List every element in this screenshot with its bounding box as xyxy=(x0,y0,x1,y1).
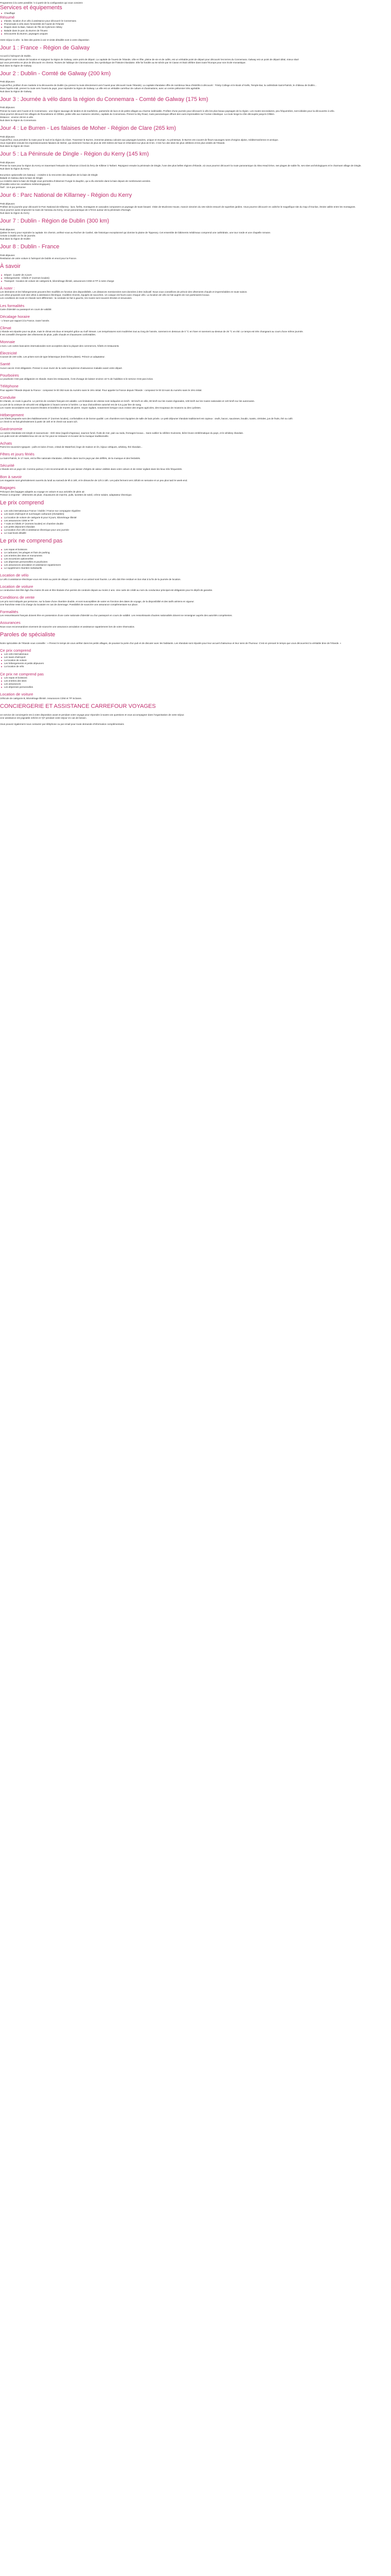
paragraph: Les hôtels proposés sont des établissements 3* (normes locales), confortables et de bonne qualité. Les chambres sont équipées de salle de bain privée. Le petit déjeuner irlandais traditionnel est copieux : œufs, bacon, saucisses, boudin, toasts, céréales, jus de fruits, thé ou café. xyxy=(0,417,294,420)
paragraph: Pour appeler l'Irlande depuis la France : composez le 00 353 suivi du numéro sans le zéro initial. Pour appeler la France depuis l'Irlande : composez le 00 33 suivi du numéro sans le zéro initial. xyxy=(0,388,202,392)
paragraph: Petit déjeuner. xyxy=(0,228,15,231)
section-heading: Jour 4 : Le Burren - Les falaises de Moher - Région de Clare (265 km) xyxy=(0,125,176,131)
paragraph: Pensez à emporter : vêtements de pluie, chaussures de marche, pulls, lunettes de soleil, crème solaire, adaptateur électrique. xyxy=(0,493,133,496)
subsection-heading: Gastronomie xyxy=(0,427,23,432)
paragraph: Petit déjeuner. xyxy=(0,106,15,109)
subsection-heading: Ce prix ne comprend pas xyxy=(0,671,44,676)
list-item: Les vols internationaux France / Dublin / France sur compagnie régulière xyxy=(0,510,391,513)
subsection-heading: Décalage horaire xyxy=(0,314,30,319)
paragraph: qui vous permettra en plus de découvrir en chemin. Ruines de l'abbaye de Clonmacnoise, lieu symbolique de l'histoire irlandaise. Elle fut fondée au 6e siècle par St Ciaran et était célèbre dans toute l'Europe pour son école monastique. xyxy=(0,61,246,64)
list-item: Promenade à vélo dans l'ensemble de l'ouest de l'Irlande xyxy=(0,23,391,26)
subsection-heading: Location de vélo xyxy=(0,573,29,578)
paragraph: (Possible selon les conditions météorologiques) xyxy=(0,182,51,185)
subsection-heading: Résumé xyxy=(0,14,15,20)
list-item: Les repas et boissons xyxy=(0,548,391,551)
subsection-heading: Sécurité xyxy=(0,463,14,468)
section-heading: Jour 3 : Journée à vélo dans la région du Connemara - Comté de Galway (175 km) xyxy=(0,96,208,103)
paragraph: Les ressortissants français doivent être en possession d'une carte nationale d'identité ou d'un passeport en cours de validité. Les ressortissants d'autres nationalités doivent se renseigner auprès des autorités compétentes. xyxy=(0,614,233,617)
list-item: Balade dans le parc du Burren de l'Ouest xyxy=(0,29,391,32)
paragraph: En Irlande, on roule à gauche. Le permis de conduire français est valable. Les limitations de vitesse sont indiquées en km/h : 50 km/h en ville, 80 km/h sur les routes régionales, 100 km/h sur les routes nationales et 120 km/h sur les autoroutes. xyxy=(0,400,255,403)
paragraph: Les routes secondaires sont souvent étroites et bordées de murets de pierre. Soyez vigilant, notamment lorsque vous croisez des engins agricoles, des troupeaux de moutons ou des cyclistes. xyxy=(0,406,201,409)
list-item: Les entrées des sites xyxy=(0,680,391,683)
paragraph: Programme à la carte possible / 4 à partir de la configuration qui vous convient xyxy=(0,2,83,4)
list-item: Les petits déjeuners irlandais xyxy=(0,526,391,529)
paragraph: L'euro. Les cartes bancaires internationales sont acceptées dans la plupart des commerces, hôtels et restaurants. xyxy=(0,344,120,347)
paragraph: Nuit dans la région de Dublin xyxy=(0,237,30,240)
list-item: Les entrées des sites et monuments xyxy=(0,554,391,557)
paragraph: L'Irlande est un pays sûr. Comme partout, il est recommandé de ne pas laisser d'objets de valeur visibles dans votre voiture et de rester vigilant dans les lieux très fréquentés. xyxy=(0,468,183,471)
paragraph: Les vélos proposés sont des vélos à assistance électrique, modèles récents, équipés de sacoches. Un casque est fourni avec chaque vélo. La location de vélo se fait auprès de nos partenaires locaux. xyxy=(0,294,210,297)
paragraph: Tarif : 15 € par personne xyxy=(0,185,26,189)
subsection-heading: Conditions de vente xyxy=(0,595,35,600)
subsection-heading: Conduite xyxy=(0,395,16,400)
paragraph: Le vélo à assistance électrique vous est remis au point de départ. Un casque et un antivol sont fournis. Le vélo doit être restitué en bon état à la fin de la journée de location. xyxy=(0,578,181,581)
paragraph: Les conditions de route en Irlande sont différentes : la conduite se fait à gauche, les routes sont souvent étroites et sinueuses. xyxy=(0,297,133,300)
list-item: Transport : location de voiture de catégorie B, kilométrage illimité, assurances CDW et TP à notre charge xyxy=(0,280,391,283)
paragraph: Petit déjeuner. xyxy=(0,161,15,164)
section-heading: Le prix ne comprend pas xyxy=(0,537,63,544)
subsection-heading: À noter : xyxy=(0,285,15,291)
subsection-heading: Monnaie xyxy=(0,340,15,345)
list-item: Les dépenses personnelles xyxy=(0,686,391,689)
subsection-heading: Achats xyxy=(0,440,12,446)
paragraph: Carte d'identité ou passeport en cours de validité. xyxy=(0,308,52,311)
subsection-heading: Climat xyxy=(0,325,11,330)
section-heading: Paroles de spécialiste xyxy=(0,631,56,638)
paragraph: Le conducteur doit être âgé d'au moins 25 ans et être titulaire d'un permis de conduire depuis au moins 2 ans. Une carte de crédit au nom du conducteur principal est obligatoire pour le dépôt de garantie. xyxy=(0,589,213,592)
paragraph: Les itinéraires et les hébergements peuvent être modifiés en fonction des disponibilités. Les distances mentionnées sont données à titre indicatif. Nous vous conseillons de prévoir des vêtements chauds et imperméables en toute saison. xyxy=(0,291,248,294)
section-heading: Le prix comprend xyxy=(0,499,44,506)
paragraph: Une franchise reste à la charge du locataire en cas de dommage. Possibilité de souscrire une assurance complémentaire sur place. xyxy=(0,603,138,606)
paragraph: Véhicule de catégorie B, kilométrage illimité. Assurances CDW et TP incluses. xyxy=(0,697,82,700)
list-item: 7 nuits en hôtels 3* (normes locales) en chambre double xyxy=(0,522,391,526)
subsection-heading: Électricité xyxy=(0,350,17,355)
list-item: Les excursions optionnelles xyxy=(0,557,391,561)
subsection-heading: Pourboires xyxy=(0,372,19,378)
subsection-heading: Location de voiture xyxy=(0,692,34,697)
paragraph: Le port de la ceinture de sécurité est obligatoire à l'avant comme à l'arrière. Le taux d'alcoolémie autorisé est de 0,5 g par litre de sang. xyxy=(0,403,142,406)
paragraph: Profitez de la journée pour découvrir le Parc National de Killarney : lacs, forêts, montagnes et cascades composent un paysage de toute beauté. Visite de Muckross House, manoir victorien du 19e siècle entouré de superbes jardins. Vous pourrez découvrir en calèche le magnifique site du Gap of Dunloe, étroite vallée entre les montagnes. xyxy=(0,205,356,208)
paragraph: La Saint-Patrick, le 17 mars, est la fête nationale irlandaise, célébrée dans tout le pays par des défilés, de la musique et des festivités. xyxy=(0,456,141,460)
paragraph: Restitution de votre voiture à l'aéroport de Dublin et envol pour la France. xyxy=(0,257,77,260)
section-heading: CONCIERGERIE ET ASSISTANCE CARREFOUR VOYAGES xyxy=(0,703,156,709)
paragraph: Nous vous recommandons vivement de souscrire une assurance annulation et assistance rapatriement lors de votre réservation. xyxy=(0,625,135,628)
paragraph: Le pourboire n'est pas obligatoire en Irlande. Dans les restaurants, il est d'usage de laisser environ 10 % de l'addition si le service n'est pas inclus. xyxy=(0,378,154,381)
subsection-heading: Bon à savoir xyxy=(0,474,22,479)
paragraph: Courant de 230 volts. Les prises sont de type britannique (trois fiches plates). Prévoir un adaptateur. xyxy=(0,355,105,359)
paragraph: - 1 heure par rapport à la France, toute l'année. xyxy=(0,319,50,322)
paragraph: Un service de conciergerie est à votre disposition avant et pendant votre voyage pour répondre à toutes vos questions et vous accompagner dans l'organisation de votre séjour. xyxy=(0,713,185,716)
list-item: La location de vélo xyxy=(0,665,391,668)
list-item: Les assurances annulation et assistance rapatriement xyxy=(0,564,391,567)
paragraph: Petit déjeuner. xyxy=(0,202,15,205)
paragraph: Arrivée à Dublin en fin de journée. xyxy=(0,234,36,237)
subsection-heading: Hébergement xyxy=(0,412,24,417)
subsection-heading: Ce prix comprend xyxy=(0,648,31,653)
paragraph: Vous pourrez découvrir les villages de Roundstone et Clifden, petite ville aux maisons colorées, capitale du Connemara. Prenez la Sky Road, route panoramique offrant des vues imprenables sur l'océan Atlantique. La route longe la côte découpée jusqu'à Clifden. xyxy=(0,112,275,115)
section-heading: Jour 8 : Dublin - France xyxy=(0,244,59,250)
paragraph: Récupérez votre voiture de location et rejoignez la région de Galway, votre point de départ. La capitale de l'ouest de l'Irlande, ville en fête, pleine de vie et de cafés, est un véritable point de départ pour découvrir les terres du Connemara. Galway est un point de départ idéal, mieux situé xyxy=(0,58,299,61)
paragraph: Il est conseillé d'emporter des vêtements de pluie, pulls chauds et chaussures confortables. xyxy=(0,333,96,336)
paragraph: Vous rejoindrez ensuite les impressionnantes falaises de Moher, qui dominent l'océan de plus de 200 mètres de haut et s'étendent sur plus de 8 km. C'est l'un des sites les plus célèbres et les plus visités de l'Irlande. xyxy=(0,141,225,144)
paragraph: Dans l'après-midi, prenez la route vers l'ouest du pays, pour rejoindre la région de Galway. La ville est un véritable carrefour de culture et d'animations, avec un centre piétonnier très agréable. xyxy=(0,87,201,90)
paragraph: Aujourd'hui, profitez d'une matinée à la découverte de Dublin (ou prenez la route directement vers l'ouest pour découvrir toute l'Irlande). La capitale irlandaise offre de nombreux lieux d'intérêts à découvrir : Trinity College et le Book of Kells, Temple Bar, la cathédrale Saint-Patrick, le château de Dublin... xyxy=(0,83,317,87)
paragraph: Votre séjour à vélo : la liste des points à voir et visite détaillés sont à votre disposition xyxy=(0,38,89,41)
section-heading: Jour 2 : Dublin - Comté de Galway (200 km) xyxy=(0,70,111,77)
list-item: Les repas et boissons xyxy=(0,676,391,680)
section-heading: Jour 1 : France - Région de Galway xyxy=(0,44,90,51)
section-heading: Jour 6 : Parc National de Killarney - Région du Kerry xyxy=(0,192,132,199)
list-item: Les dépenses personnelles et pourboires xyxy=(0,561,391,564)
subsection-heading: Santé xyxy=(0,362,10,367)
subsection-heading: Assurances xyxy=(0,620,21,625)
list-item: Chauffage xyxy=(0,12,391,15)
paragraph: Nuit dans la région du Connemara xyxy=(0,118,36,122)
list-item: Le road book détaillé xyxy=(0,532,391,535)
paragraph: Nuit dans la région de Galway xyxy=(0,64,32,67)
list-item: Le supplément chambre individuelle xyxy=(0,567,391,570)
subsection-heading: Bagages xyxy=(0,485,15,490)
paragraph: Nuit dans la région du Kerry xyxy=(0,211,29,214)
paragraph: Prenez la route pour la région du Kerry en traversant l'estuaire du Shannon à bord du ferry de Killimer à Tarbert. Rejoignez ensuite la péninsule de Dingle, l'une des plus belles régions d'Irlande, où vous pourrez découvrir la route panoramique du Slea Head Drive, ses plages de sable fin, ses sites archéologiques et le charmant village de Dingle. xyxy=(0,164,362,167)
subsection-heading: Fêtes et jours fériés xyxy=(0,452,35,457)
paragraph: Les pubs sont de véritables lieux de vie où l'on peut se restaurer et écouter de la musique traditionnelle. xyxy=(0,434,109,437)
list-item: Le carburant, les péages et frais de parking xyxy=(0,551,391,554)
list-item: Les assurances xyxy=(0,683,391,686)
paragraph: Nuit dans la région de Galway xyxy=(0,90,32,93)
paragraph: Parmi les souvenirs typiques : pulls en laine d'Aran, cristal de Waterford, linge de maison en lin, bijoux celtiques, whiskey, thé irlandais... xyxy=(0,446,143,449)
list-item: Les hébergements et petits déjeuners xyxy=(0,662,391,665)
paragraph: Accueil à l'aéroport de Dublin. xyxy=(0,55,31,58)
paragraph: Prévoyez des bagages adaptés au voyage en voiture et aux activités de plein air. xyxy=(0,490,85,493)
paragraph: Les magasins sont généralement ouverts du lundi au samedi de 9h à 18h, et le dimanche de 12h à 18h. Les pubs ferment vers 23h30 en semaine et un peu plus tard le week-end. xyxy=(0,479,188,482)
paragraph: Petit déjeuner. xyxy=(0,135,15,138)
paragraph: La croisière dans la baie de Dingle vous permettra d'observer Fungie le dauphin, qui a élu domicile dans la baie depuis de nombreuses années. xyxy=(0,179,151,182)
paragraph: Nuit dans la région du Kerry xyxy=(0,167,29,170)
list-item: La location d'un vélo à assistance électrique pour une journée xyxy=(0,529,391,532)
list-item: Les taxes d'aéroport xyxy=(0,656,391,659)
paragraph: Le check-in se fait généralement à partir de 15h et le check-out avant 11h. xyxy=(0,420,78,423)
section-heading: À savoir xyxy=(0,263,21,269)
list-item: Hébergements : Hôtels 3* (normes locales) xyxy=(0,277,391,280)
subsection-heading: Téléphone xyxy=(0,384,19,389)
subsection-heading: Les formalités xyxy=(0,303,25,308)
paragraph: Petit déjeuner. xyxy=(0,253,15,257)
paragraph: Balade en bateau dans la baie de Dingle xyxy=(0,176,43,179)
paragraph: Nuit dans la région de Clare xyxy=(0,144,29,147)
paragraph: Une assistance est joignable 24h/24 et 7j/7 pendant votre séjour en cas de besoin. xyxy=(0,716,87,719)
paragraph: Distance : environ 35 km à vélo xyxy=(0,115,34,118)
list-item: Départ : à partir de 2 jours xyxy=(0,274,391,277)
paragraph: Vous pouvez également nous contacter par téléphone ou par email pour toute demande d'information complémentaire. xyxy=(0,722,125,725)
section-heading: Services et équipements xyxy=(0,5,62,11)
paragraph: Les prix sont indiqués par personne, sur la base d'une chambre double, et sont susceptibles de varier en fonction des dates de voyage, de la disponibilité et des tarifs aériens en vigueur. xyxy=(0,600,194,603)
list-item: Les vols internationaux xyxy=(0,653,391,656)
subsection-heading: Location de voiture xyxy=(0,584,34,589)
paragraph: Excursion optionnelle (en bateau) : croisière à la rencontre des dauphins de la baie de Dingle xyxy=(0,173,98,176)
paragraph: La cuisine irlandaise est simple et savoureuse : Irish stew (ragoût d'agneau), saumon fumé, fruits de mer, pain au soda, fromages locaux... Sans oublier la célèbre Guinness, bière brune emblématique du pays, et le whiskey irlandais. xyxy=(0,431,243,434)
subsection-heading: Formalités xyxy=(0,609,19,614)
list-item: La location de voiture de catégorie B pour 8 jours, kilométrage illimité xyxy=(0,516,391,519)
section-heading: Jour 5 : La Péninsule de Dingle - Région du Kerry (145 km) xyxy=(0,150,149,157)
list-item: Irlande, location d'un vélo à assistance pour découvrir le Connemara xyxy=(0,20,391,23)
list-item: Les assurances CDW et TP xyxy=(0,519,391,522)
section-heading: Jour 7 : Dublin - Région de Dublin (300 km) xyxy=(0,218,109,225)
paragraph: Aujourd'hui, vous prendrez la route pour le sud et la région du Clare. Traversez le Burren, immense plateau calcaire aux paysages lunaires, unique en Europe. Au printemps, le Burren est couvert de fleurs sauvages rares d'origine alpine, méditerranéenne et arctique. xyxy=(0,138,279,141)
list-item: Découverte du Burren, paysages uniques xyxy=(0,32,391,36)
paragraph: Prenez la route vers l'ouest et le Connemara : une région sauvage de landes et de tourbières, parsemée de lacs et de petits villages au charme indéniable. Profitez d'une journée pour découvrir à vélo les plus beaux paysages de la région. Les routes secondaires, peu fréquentées, sont idéales pour la découverte à vélo. xyxy=(0,109,335,112)
list-item: Les taxes d'aéroport et surcharges carburant (révisables) xyxy=(0,513,391,516)
paragraph: L'Irlande est réputée pour sa pluie, mais le climat est doux et tempéré grâce au Gulf Stream. Les températures sont modérées tout au long de l'année, rarement en dessous de 0 °C en hiver et rarement au-dessus de 25 °C en été. Le temps est très changeant au cours d'une même journée. xyxy=(0,330,304,333)
list-item: La location de voiture xyxy=(0,659,391,662)
paragraph: Quittez le Kerry pour rejoindre la capitale. En chemin, arrêtez-vous au Rocher de Cashel, site historique exceptionnel qui domine la plaine de Tipperary. Cet ensemble de bâtiments médiévaux comprend une cathédrale, une tour ronde et une chapelle romane. xyxy=(0,231,271,234)
paragraph: Vous pourrez aussi emprunter la route de l'anneau du Kerry, circuit panoramique de 179 km autour de la péninsule d'Iveragh. xyxy=(0,208,132,211)
paragraph: Petit déjeuner. xyxy=(0,80,15,83)
list-item: Étapes dans la Baie, Nature de l'île de Kylemore Abbey xyxy=(0,26,391,29)
paragraph: Notre spécialiste de l'Irlande vous conseille : « Prenez le temps de vous arrêter dans les petits villages, de pousser la porte d'un pub et de discuter avec les habitants. Les Irlandais sont réputés pour leur accueil chaleureux et leur sens de l'humour. C'est en prenant le temps que vous découvrirez la véritable âme de l'Irlande. » xyxy=(0,641,341,645)
paragraph: Aucun vaccin n'est obligatoire. Pensez à vous munir de la carte européenne d'assurance maladie avant votre départ. xyxy=(0,366,123,369)
